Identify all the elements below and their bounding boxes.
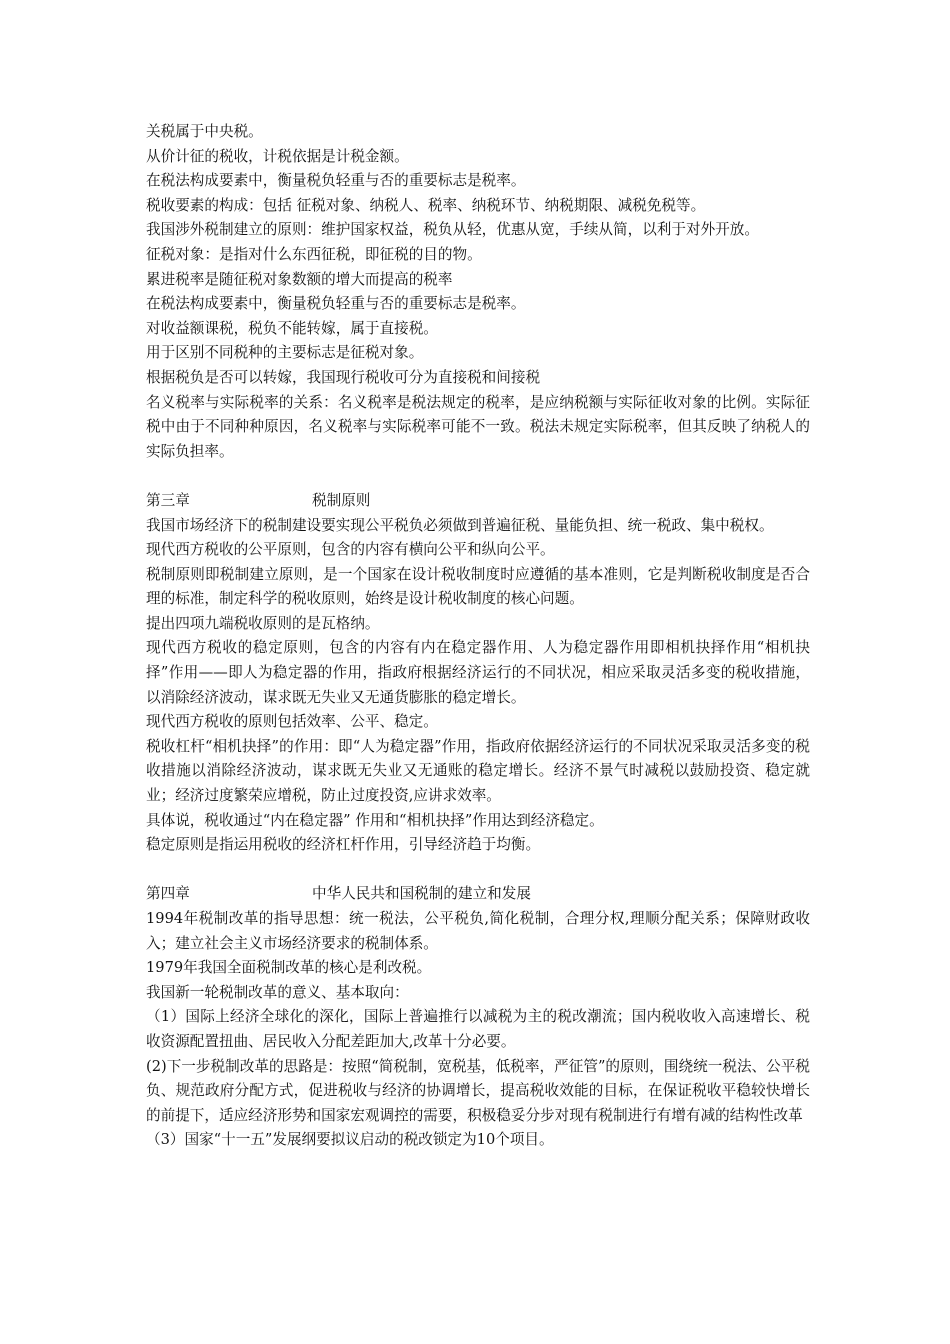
- paragraph: 征税对象：是指对什么东西征税，即征税的目的物。: [146, 245, 482, 263]
- paragraph: （1）国际上经济全球化的深化，国际上普遍推行以减税为主的税改潮流；国内税收收入高速增长、税收资源配置扭曲、居民收入分配差距加大,改革十分必要。: [146, 1008, 810, 1050]
- paragraph: 我国市场经济下的税制建设要实现公平税负必须做到普遍征税、量能负担、统一税政、集中税权。: [146, 516, 774, 534]
- paragraph: 现代西方税收的原则包括效率、公平、稳定。: [146, 713, 438, 731]
- paragraph: 现代西方税收的公平原则，包含的内容有横向公平和纵向公平。: [146, 541, 555, 559]
- paragraph: 稳定原则是指运用税收的经济杠杆作用，引导经济趋于均衡。: [146, 836, 541, 854]
- paragraph: （3）国家“十一五”发展纲要拟议启动的税改锁定为10个项目。: [146, 1131, 554, 1149]
- paragraph: 具体说，税收通过“内在稳定器” 作用和“相机抉择”作用达到经济稳定。: [146, 811, 604, 829]
- chapter-3-title: 税制原则: [312, 491, 371, 509]
- chapter-3-heading: [146, 489, 810, 514]
- spacer: [146, 464, 810, 489]
- chapter-4-heading: [146, 882, 810, 907]
- paragraph: 名义税率与实际税率的关系：名义税率是税法规定的税率，是应纳税额与实际征收对象的比例。实际征税中由于不同种种原因，名义税率与实际税率可能不一致。税法未规定实际税率，但其反映了纳税人的实际负担率。: [146, 393, 810, 460]
- paragraph: 提出四项九端税收原则的是瓦格纳。: [146, 614, 380, 632]
- section-tail: [146, 120, 810, 464]
- document-page: [146, 120, 810, 1153]
- chapter-3-number: 第三章: [146, 491, 190, 509]
- paragraph: 1994年税制改革的指导思想：统一税法，公平税负,简化税制，合理分权,理顺分配关系；保障财政收入；建立社会主义市场经济要求的税制体系。: [146, 910, 810, 952]
- paragraph: 我国涉外税制建立的原则：维护国家权益，税负从轻，优惠从宽，手续从简，以利于对外开放。: [146, 221, 759, 239]
- paragraph: 税收要素的构成：包括 征税对象、纳税人、税率、纳税环节、纳税期限、减税免税等。: [146, 196, 706, 214]
- paragraph: 从价计征的税收，计税依据是计税金额。: [146, 147, 409, 165]
- paragraph: 关税属于中央税。: [146, 123, 263, 140]
- paragraph: 税制原则即税制建立原则，是一个国家在设计税收制度时应遵循的基本准则，它是判断税收制度是否合理的标准，制定科学的税收原则，始终是设计税收制度的核心问题。: [146, 565, 810, 608]
- paragraph: 累进税率是随征税对象数额的增大而提高的税率: [146, 270, 453, 288]
- chapter-4-number: 第四章: [146, 885, 190, 903]
- paragraph: 在税法构成要素中，衡量税负轻重与否的重要标志是税率。: [146, 295, 526, 313]
- chapter-4-body: [146, 907, 810, 1153]
- paragraph: 1979年我国全面税制改革的核心是利改税。: [146, 959, 432, 977]
- paragraph: 现代西方税收的稳定原则，包含的内容有内在稳定器作用、人为稳定器作用即相机抉择作用“相机抉择”作用——即人为稳定器的作用，指政府根据经济运行的不同状况，相应采取灵活多变的税收措施，以消除经济波动，谋求既无失业又无通货膨胀的稳定增长。: [146, 639, 810, 706]
- chapter-4-title: 中华人民共和国税制的建立和发展: [312, 885, 531, 903]
- paragraph: 我国新一轮税制改革的意义、基本取向：: [146, 983, 409, 1001]
- paragraph: 根据税负是否可以转嫁，我国现行税收可分为直接税和间接税: [146, 368, 541, 386]
- paragraph: 在税法构成要素中，衡量税负轻重与否的重要标志是税率。: [146, 172, 526, 190]
- chapter-3-body: [146, 514, 810, 858]
- paragraph: (2)下一步税制改革的思路是：按照“简税制，宽税基，低税率，严征管”的原则，围绕统一税法、公平税负、规范政府分配方式，促进税收与经济的协调增长，提高税收效能的目标，在保证税收平稳较快增长的前提下，适应经济形势和国家宏观调控的需要，积极稳妥分步对现有税制进行有增有减的结构性改革: [146, 1057, 810, 1124]
- paragraph: 对收益额课税，税负不能转嫁，属于直接税。: [146, 319, 438, 337]
- spacer: [146, 858, 810, 883]
- paragraph: 税收杠杆“相机抉择”的作用：即“人为稳定器”作用，指政府依据经济运行的不同状况采取灵活多变的税收措施以消除经济波动，谋求既无失业又无通账的稳定增长。经济不景气时减税以鼓励投资、稳定就业；经济过度繁荣应增税，防止过度投资,应讲求效率。: [146, 737, 810, 805]
- paragraph: 用于区别不同税种的主要标志是征税对象。: [146, 344, 424, 362]
